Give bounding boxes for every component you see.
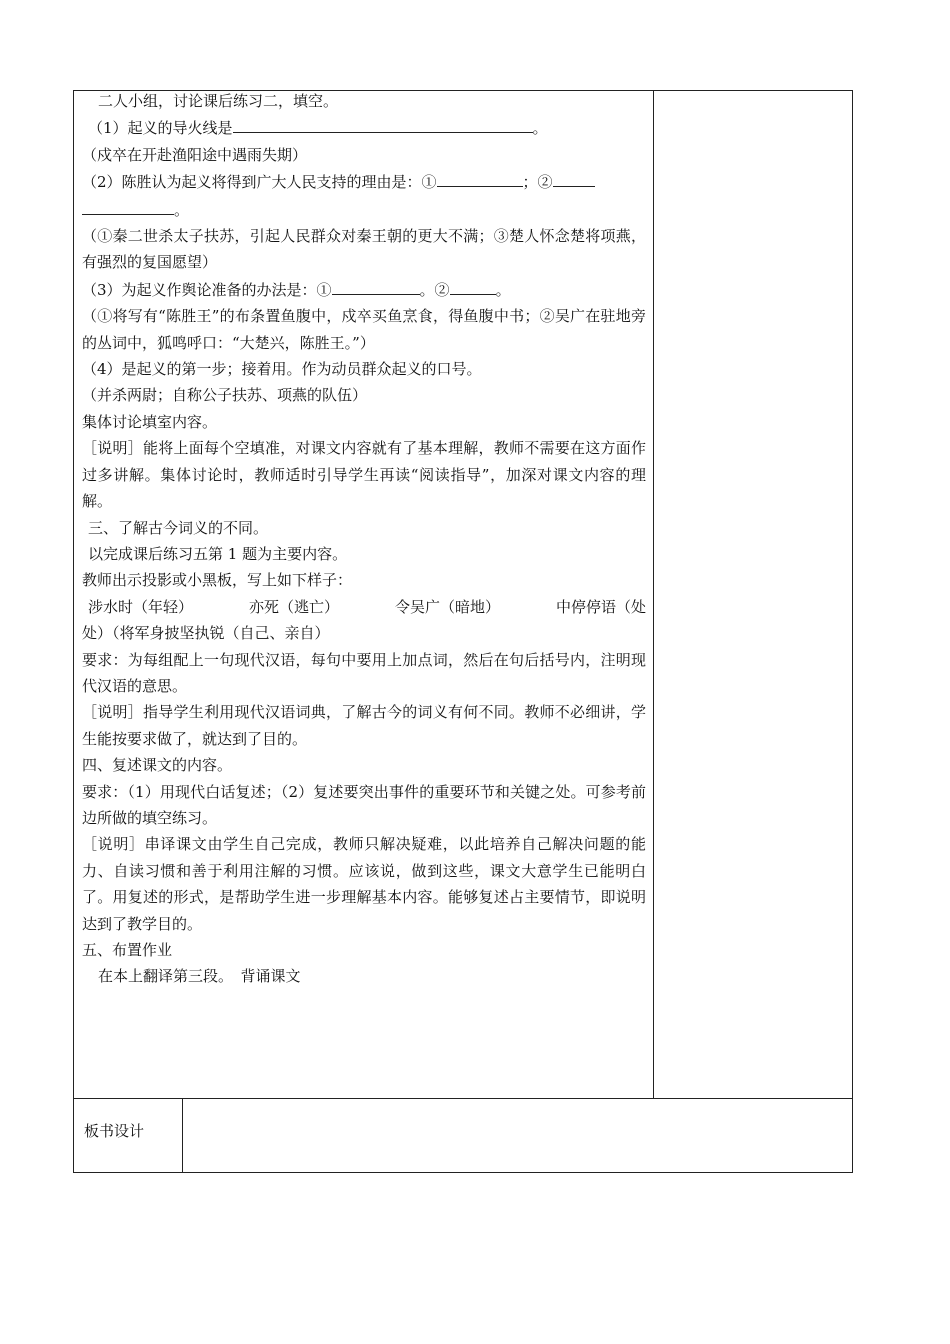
fill-blank-line-2: [82, 168, 646, 195]
text-fragment: （3）为起义作舆论准备的办法是：①: [82, 280, 332, 299]
text-fragment: （2）陈胜认为起义将得到广大人民支持的理由是：①: [82, 173, 437, 192]
text-fragment: 。②: [419, 280, 450, 299]
answer-line: （戍卒在开赴渔阳途中遇雨失期）: [82, 145, 308, 164]
text-fragment: 。: [495, 280, 511, 299]
example-item: 令吴广（暗地）: [394, 597, 500, 616]
answer-line: （并杀两尉；自称公子扶苏、项燕的队伍）: [82, 386, 368, 405]
section-heading: 三、了解古今词义的不同。: [88, 518, 269, 537]
text-line: 二人小组，讨论课后练习二，填空。: [98, 92, 339, 110]
note-paragraph: ［说明］能将上面每个空填准，对课文内容就有了基本理解，教师不需要在这方面作过多讲解。集体讨论时，教师适时引导学生再读“阅读指导”，加深对课文内容的理解。: [82, 439, 646, 511]
requirement-paragraph: 要求：（1）用现代白话复述；（2）复述要突出事件的重要环节和关键之处。可参考前边所做的填空练习。: [82, 782, 646, 827]
text-line: 以完成课后练习五第 1 题为主要内容。: [88, 544, 348, 563]
lesson-content: [82, 88, 646, 990]
text-line: （4）是起义的第一步；接着用。作为动员群众起义的口号。: [82, 360, 482, 379]
example-item: 亦死（逃亡）: [248, 597, 339, 616]
text-fragment: （1）起义的导火线是: [88, 119, 233, 138]
answer-blank: [332, 276, 420, 295]
example-item: 中停停语（处: [555, 597, 646, 616]
section-heading: 五、布置作业: [82, 941, 173, 959]
homework-line: 在本上翻译第三段。 背诵课文: [98, 967, 301, 986]
answer-blank: [450, 276, 496, 295]
section-heading: 四、复述课文的内容。: [82, 756, 233, 775]
answer-blank: [82, 196, 174, 215]
answer-blank: [437, 168, 523, 187]
text-fragment: 。: [532, 119, 548, 138]
answer-blank: [233, 114, 533, 133]
example-row: [82, 594, 646, 620]
requirement-paragraph: 要求：为每组配上一句现代汉语，每句中要用上加点词，然后在句后括号内，注明现代汉语的意思。: [82, 650, 646, 695]
text-fragment: 。: [174, 200, 190, 219]
note-paragraph: ［说明］指导学生利用现代汉语词典，了解古今的词义有何不同。教师不必细讲，学生能按要求做了，就达到了目的。: [82, 703, 646, 748]
text-line: 集体讨论填室内容。: [82, 412, 218, 431]
fill-blank-line-3: [82, 276, 646, 303]
table-divider-horizontal: [73, 1098, 853, 1099]
answer-line: （①将写有“陈胜王”的布条置鱼腹中，戍卒买鱼烹食，得鱼腹中书；②吴广在驻地旁的丛词中，狐鸣呼口：“大楚兴，陈胜王。”）: [82, 307, 646, 352]
text-line: 处）（将军身披坚执锐（自己、亲自）: [82, 624, 330, 643]
text-line: 教师出示投影或小黑板，写上如下样子：: [82, 571, 353, 590]
answer-blank: [553, 168, 595, 187]
fill-blank-line-2-cont: [82, 196, 646, 223]
answer-line: （①秦二世杀太子扶苏，引起人民群众对秦王朝的更大不满；③楚人怀念楚将项燕，有强烈的复国愿望）: [82, 227, 646, 272]
board-design-label: 板书设计: [84, 1122, 145, 1140]
board-divider-vertical: [182, 1098, 183, 1173]
table-divider-vertical: [653, 90, 654, 1098]
example-item: 涉水时（年轻）: [88, 597, 194, 616]
note-paragraph: ［说明］串译课文由学生自己完成，教师只解决疑难，以此培养自己解决问题的能力、自读习惯和善于利用注解的习惯。应该说，做到这些，课文大意学生已能明白了。用复述的形式，是帮助学生进一步理解基本内容。能够复述占主要情节，即说明达到了教学目的。: [82, 835, 646, 933]
fill-blank-line-1: [82, 114, 646, 141]
text-fragment: ；②: [522, 173, 553, 192]
